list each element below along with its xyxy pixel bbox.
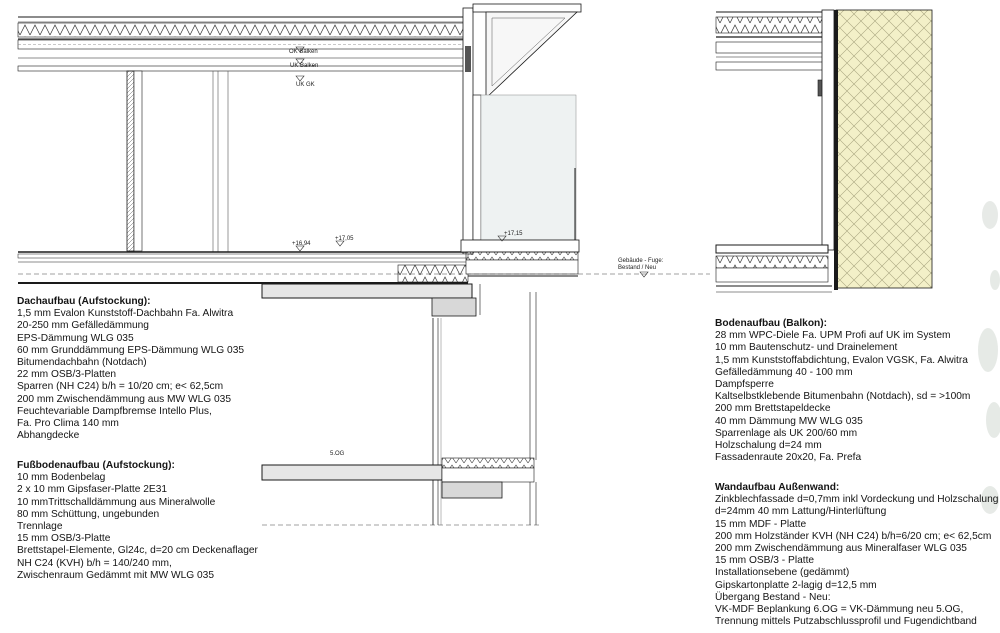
wandaufbau-spec — [715, 482, 998, 628]
spec-line: Brettstapel-Elemente, Gl24c, d=20 cm Deckenaflager — [17, 545, 258, 557]
fussbodenaufbau-title: Fußbodenaufbau (Aufstockung): — [17, 460, 175, 471]
spec-line: VK-MDF Beplankung 6.OG = VK-Dämmung neu 5.OG, — [715, 604, 964, 616]
spec-line: Gipskartonplatte 2-lagig d=12,5 mm — [715, 579, 877, 591]
level-ok-balken — [289, 47, 318, 55]
level-uk-balken — [290, 59, 318, 69]
spec-line: Fa. Pro Clima 140 mm — [17, 418, 119, 430]
existing-floor-slab-5og — [262, 451, 536, 525]
spec-line: 200 mm Brettstapeldecke — [715, 403, 831, 415]
spec-line: 15 mm OSB/3 - Platte — [715, 555, 815, 567]
spec-line: 15 mm MDF - Platte — [715, 518, 807, 530]
spec-line: Sparrenlage als UK 200/60 mm — [715, 427, 858, 439]
spec-line: 1,5 mm Kunststoffabdichtung, Evalon VGSK, Fa. Alwitra — [715, 354, 968, 366]
spec-line: Gefälledämmung 40 - 100 mm — [715, 366, 853, 378]
spec-line: Fassadenraute 20x20, Fa. Prefa — [715, 452, 862, 464]
dachaufbau-spec — [17, 296, 244, 442]
spec-line: Holzschalung d=24 mm — [715, 440, 822, 452]
balcony-glazing — [463, 4, 581, 254]
level-uk-gk — [296, 76, 315, 88]
spec-line: 28 mm WPC-Diele Fa. UPM Profi auf UK im System — [715, 330, 951, 342]
tree-illustration — [978, 201, 1000, 514]
spec-line: Installationsebene (gedämmt) — [715, 567, 850, 579]
spec-line: 60 mm Grunddämmung EPS-Dämmung WLG 035 — [17, 344, 245, 356]
spec-line: 200 mm Zwischendämmung aus Mineralfaser WLG 035 — [715, 543, 967, 555]
fussbodenaufbau-spec — [17, 460, 258, 582]
spec-line: d=24mm 40 mm Lattung/Hinterlüftung — [715, 506, 887, 518]
spec-line: Dampfsperre — [715, 379, 774, 391]
spec-line: Zinkblechfassade d=0,7mm inkl Vordeckung und Holzschalung — [715, 494, 999, 506]
spec-line: 1,5 mm Evalon Kunststoff-Dachbahn Fa. Alwitra — [17, 308, 234, 320]
spec-line: Abhangdecke — [17, 430, 80, 442]
spec-line: 20-250 mm Gefälledämmung — [17, 320, 149, 332]
spec-line: 2 x 10 mm Gipsfaser-Platte 2E31 — [17, 484, 168, 496]
spec-line: EPS-Dämmung WLG 035 — [17, 332, 134, 344]
svg-text:UK GK: UK GK — [296, 82, 315, 88]
bodenaufbau-balkon-title: Bodenaufbau (Balkon): — [715, 318, 828, 329]
spec-line: NH C24 (KVH) b/h = 140/240 mm, — [17, 557, 172, 569]
wall-columns — [127, 71, 228, 252]
spec-line: Kaltselbstklebende Bitumenbahn (Notdach), sd = >100m — [715, 391, 971, 403]
spec-line: Zwischenraum Gedämmt mit MW WLG 035 — [17, 569, 214, 581]
svg-text:5.OG: 5.OG — [330, 451, 345, 457]
spec-line: Übergang Bestand - Neu: — [715, 591, 831, 603]
spec-line: 10 mm Bodenbelag — [17, 472, 106, 484]
spec-line: Sparren (NH C24) b/h = 10/20 cm; e< 62,5cm — [17, 381, 224, 393]
svg-text:Bestand / Neu: Bestand / Neu — [618, 265, 657, 271]
spec-line: 22 mm OSB/3-Platten — [17, 369, 117, 381]
svg-text:+17,05: +17,05 — [335, 236, 354, 242]
spec-line: Feuchtevariable Dampfbremse Intello Plus, — [17, 405, 212, 417]
building-joint — [18, 258, 710, 277]
right-floor-detail — [716, 245, 832, 292]
spec-line: 200 mm Zwischendämmung aus MW WLG 035 — [17, 393, 232, 405]
dachaufbau-title: Dachaufbau (Aufstockung): — [17, 296, 151, 307]
svg-text:OK Balken: OK Balken — [289, 49, 318, 55]
svg-text:UK Balken: UK Balken — [290, 63, 319, 69]
roof-section — [18, 17, 468, 71]
facade-diamond-cladding — [834, 10, 932, 290]
spec-line: Bitumendachbahn (Notdach) — [17, 357, 147, 369]
svg-text:+16,94: +16,94 — [292, 241, 311, 247]
wandaufbau-title: Wandaufbau Außenwand: — [715, 482, 840, 493]
spec-line: Trennung mittels Putzabschlussprofil und Fugendichtband — [715, 616, 977, 628]
spec-line: Trennlage — [17, 521, 63, 533]
spec-line: 40 mm Dämmung MW WLG 035 — [715, 415, 863, 427]
spec-line: 80 mm Schüttung, ungebunden — [17, 508, 160, 520]
spec-line: 200 mm Holzständer KVH (NH C24) b/h=6/20 cm; e< 62,5cm — [715, 530, 992, 542]
svg-text:Gebäude - Fuge:: Gebäude - Fuge: — [618, 258, 664, 264]
spec-line: 10 mmTrittschalldämmung aus Mineralwolle — [17, 496, 216, 508]
spec-line: 15 mm OSB/3-Platte — [17, 533, 111, 545]
svg-text:+17,15: +17,15 — [504, 231, 523, 237]
level-floor-mid — [335, 236, 354, 246]
right-roof-detail — [716, 10, 834, 250]
bodenaufbau-balkon-spec — [715, 318, 970, 464]
level-floor-left — [292, 241, 311, 251]
spec-line: 10 mm Bautenschutz- und Drainelement — [715, 342, 898, 354]
